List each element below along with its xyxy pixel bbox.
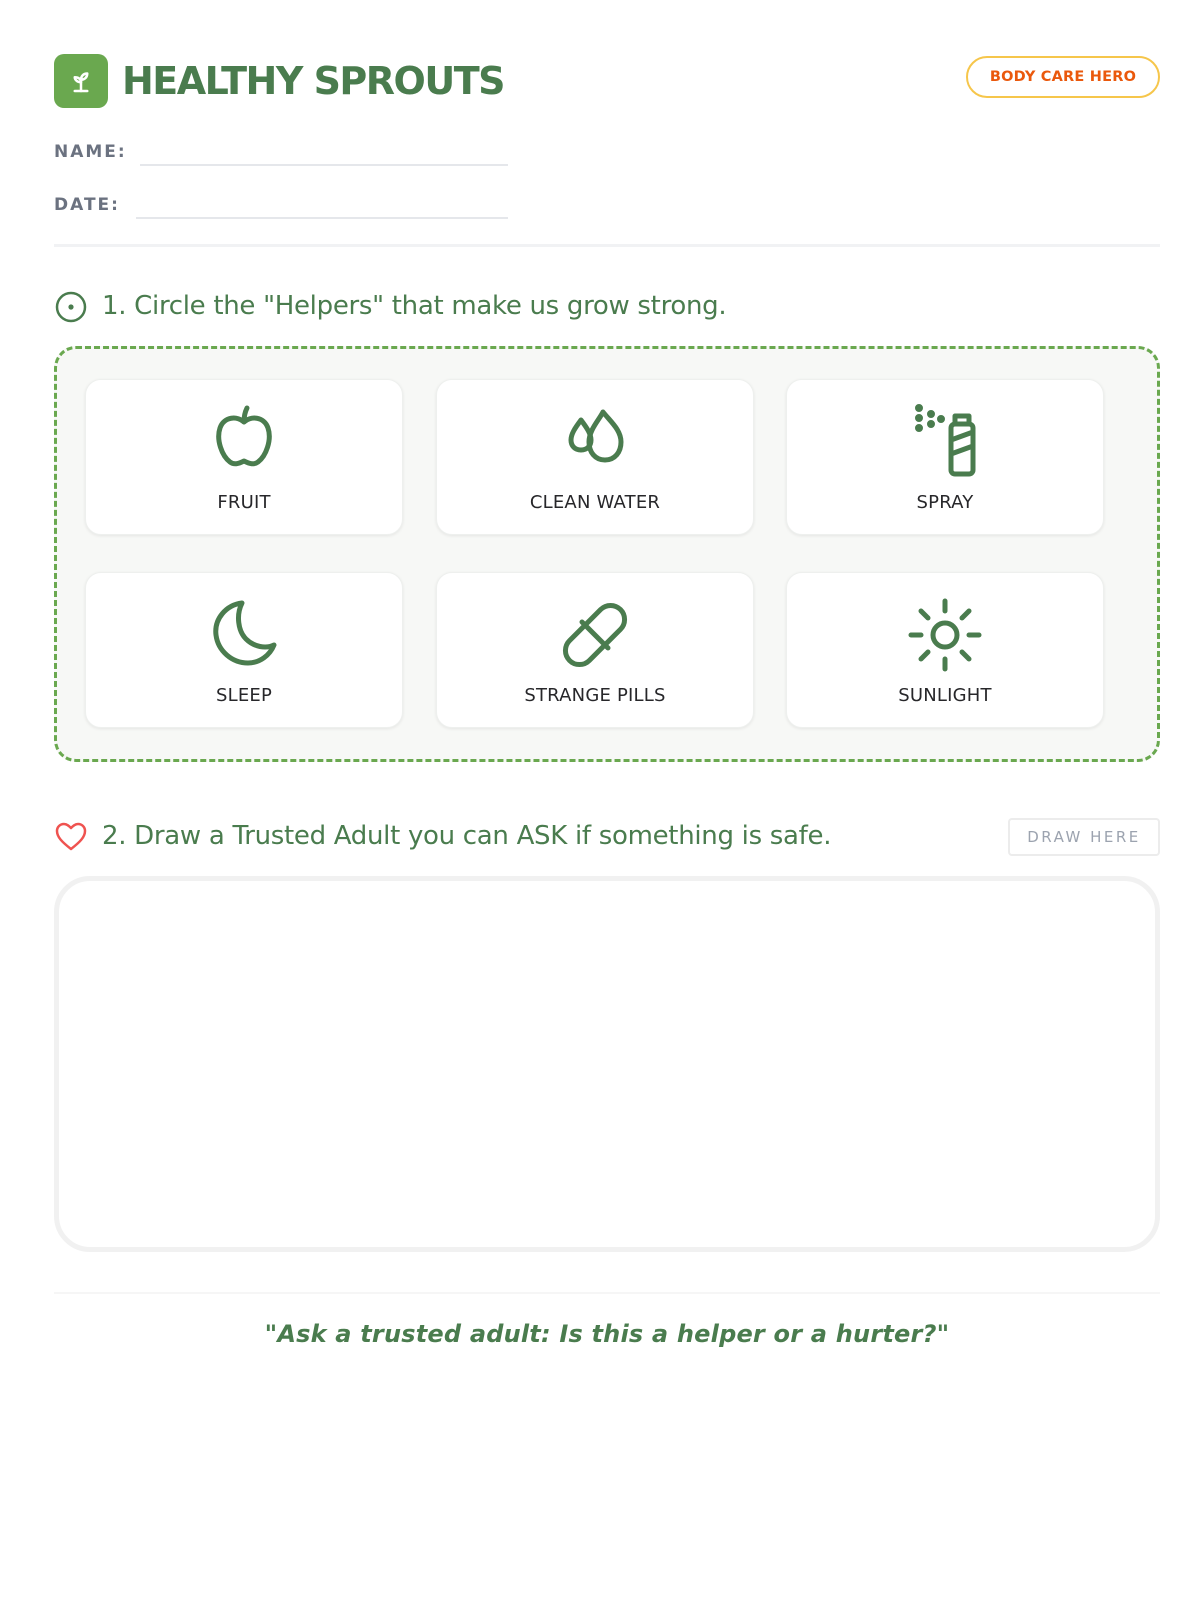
helper-card-sunlight[interactable] <box>786 572 1104 728</box>
helper-card-fruit[interactable] <box>85 379 403 535</box>
helper-label: CLEAN WATER <box>529 492 661 513</box>
section-2-title: 2. Draw a Trusted Adult you can ASK if something is safe. <box>102 821 832 851</box>
moon-icon <box>204 595 284 675</box>
heart-icon <box>54 820 88 854</box>
date-line[interactable] <box>136 217 508 219</box>
section-2-heading <box>54 816 1160 856</box>
hero-badge: BODY CARE HERO <box>966 56 1160 98</box>
apple-icon <box>204 402 284 482</box>
footer-divider <box>54 1292 1160 1294</box>
header-divider <box>54 244 1160 247</box>
worksheet-page <box>54 0 1160 1600</box>
date-label: DATE: <box>54 195 120 215</box>
helper-label: SPRAY <box>916 492 974 513</box>
footer-quote: "Ask a trusted adult: Is this a helper or a hurter?" <box>264 1320 950 1348</box>
helper-card-strange-pills[interactable] <box>436 572 754 728</box>
name-field <box>54 136 514 176</box>
pill-icon <box>555 595 635 675</box>
spray-bottle-icon <box>905 402 985 482</box>
water-drops-icon <box>555 402 635 482</box>
helper-label: SUNLIGHT <box>898 685 992 706</box>
helper-label: SLEEP <box>215 685 273 706</box>
section-1-title: 1. Circle the "Helpers" that make us grow strong. <box>102 291 727 321</box>
header <box>54 54 1160 110</box>
brand-logo <box>54 54 108 108</box>
name-line[interactable] <box>140 164 508 166</box>
page-title: HEALTHY SPROUTS <box>122 59 504 103</box>
helpers-grid <box>54 346 1160 762</box>
helper-label: FRUIT <box>217 492 271 513</box>
sun-icon <box>905 595 985 675</box>
name-label: NAME: <box>54 142 127 162</box>
date-field <box>54 189 514 229</box>
target-circle-icon <box>54 290 88 324</box>
helper-card-spray[interactable] <box>786 379 1104 535</box>
section-1-heading <box>54 286 1160 326</box>
sprout-icon <box>66 66 96 96</box>
drawing-area[interactable] <box>54 876 1160 1252</box>
helper-card-sleep[interactable] <box>85 572 403 728</box>
helper-card-clean-water[interactable] <box>436 379 754 535</box>
helper-label: STRANGE PILLS <box>524 685 666 706</box>
draw-here-tag: DRAW HERE <box>1008 818 1160 856</box>
